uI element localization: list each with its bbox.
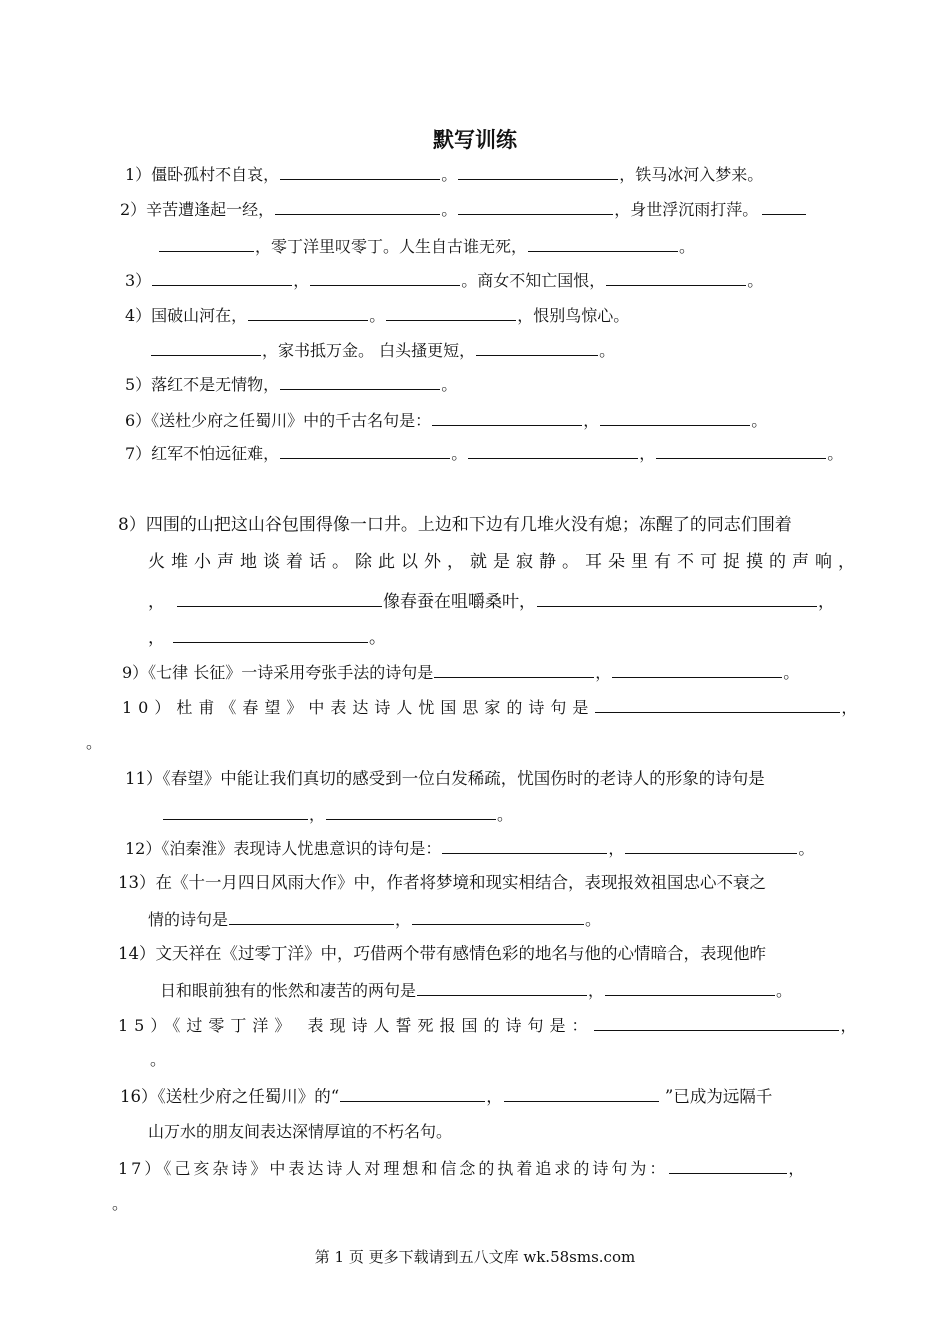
question-8-line-4 — [148, 627, 386, 648]
q16-blank-2[interactable] — [504, 1086, 659, 1102]
q4-blank-4[interactable] — [476, 340, 598, 356]
q7-blank-3[interactable] — [656, 443, 826, 459]
q4-text: 4）国破山河在， — [125, 306, 248, 325]
q5-text: 5）落红不是无情物， — [125, 375, 280, 394]
q1-text: 1）僵卧孤村不自哀， — [125, 165, 280, 184]
q3-punct: ， — [293, 271, 310, 290]
q4-blank-3[interactable] — [151, 340, 261, 356]
question-13 — [118, 873, 766, 893]
q7-punct: 。 — [451, 444, 468, 463]
question-15-cont — [150, 1050, 166, 1070]
q17-text: 17）《己亥杂诗》中表达诗人对理想和信念的执着追求的诗句为： — [118, 1159, 669, 1178]
question-6 — [125, 410, 767, 431]
q8-end: 。 — [369, 628, 386, 648]
q4-punct: 。 — [369, 306, 386, 325]
question-8-line-3 — [148, 591, 835, 612]
q11-punct: ， — [309, 805, 326, 824]
question-1 — [125, 164, 763, 185]
q8-blank-1[interactable] — [177, 591, 382, 607]
q15-punct: ， — [840, 1016, 863, 1035]
question-16-cont — [148, 1122, 452, 1142]
question-3 — [125, 270, 763, 291]
q9-text: 9）《七律 长征》一诗采用夸张手法的诗句是 — [122, 663, 434, 682]
q6-text: 6）《送杜少府之任蜀川》中的千古名句是： — [125, 411, 432, 430]
q13-blank-1[interactable] — [229, 909, 394, 925]
question-11-cont — [162, 804, 513, 825]
question-14-cont — [160, 980, 792, 1001]
q2-blank-4[interactable] — [528, 236, 678, 252]
question-13-cont — [148, 909, 601, 930]
q11-blank-2[interactable] — [326, 804, 496, 820]
q7-end: 。 — [827, 444, 844, 463]
question-15 — [118, 1015, 862, 1036]
q2-blank-1[interactable] — [275, 199, 440, 215]
q9-blank-2[interactable] — [612, 662, 782, 678]
q8-text-2: 火堆小声地谈着话。除此以外，就是寂静。耳朵里有不可捉摸的声响， — [148, 552, 861, 572]
q15-blank-1[interactable] — [594, 1015, 839, 1031]
q8-blank-2[interactable] — [537, 591, 817, 607]
q17-end: 。 — [112, 1194, 129, 1213]
q12-blank-1[interactable] — [442, 838, 607, 854]
q11-end: 。 — [497, 805, 514, 824]
q4-text-2: ，家书抵万金。 白头搔更短， — [262, 341, 476, 360]
question-17-cont — [112, 1194, 128, 1214]
question-14 — [118, 944, 766, 964]
q8-text-1: 8）四围的山把这山谷包围得像一口井。上边和下边有几堆火没有熄；冻醒了的同志们围着 — [118, 515, 792, 535]
q16-text-2: 山万水的朋友间表达深情厚谊的不朽名句。 — [148, 1122, 453, 1141]
q3-text: 。商女不知亡国恨， — [461, 271, 606, 290]
q16-text-end: ”已成为远隔千 — [659, 1087, 773, 1106]
q14-blank-1[interactable] — [417, 980, 587, 996]
q10-blank-1[interactable] — [595, 697, 840, 713]
q3-blank-2[interactable] — [310, 270, 460, 286]
q11-blank-1[interactable] — [163, 804, 308, 820]
question-12 — [125, 838, 814, 859]
q2-blank-3b[interactable] — [159, 236, 254, 252]
q7-blank-1[interactable] — [280, 443, 450, 459]
q13-blank-2[interactable] — [412, 909, 584, 925]
q8-punct-3: ， — [148, 628, 165, 648]
q5-end: 。 — [441, 375, 458, 394]
q12-punct: ， — [608, 839, 625, 858]
q2-text-mid: ，身世浮沉雨打萍。 — [614, 200, 759, 219]
q3-end: 。 — [747, 271, 764, 290]
q14-punct: ， — [588, 981, 605, 1000]
q15-end: 。 — [150, 1050, 167, 1069]
q4-text-end: ，恨别鸟惊心。 — [517, 306, 630, 325]
q6-blank-1[interactable] — [432, 410, 582, 426]
q14-end: 。 — [776, 981, 793, 1000]
question-16 — [120, 1086, 772, 1107]
q14-text-2: 日和眼前独有的怅然和凄苦的两句是 — [160, 981, 417, 1000]
page-title: 默写训练 — [433, 128, 517, 152]
q8-blank-3[interactable] — [173, 627, 368, 643]
q3-blank-1[interactable] — [152, 270, 292, 286]
q13-text-2: 情的诗句是 — [148, 910, 229, 929]
q6-end: 。 — [751, 411, 768, 430]
q13-text: 13）在《十一月四日风雨大作》中，作者将梦境和现实相结合，表现报效祖国忠心不衰之 — [118, 873, 766, 892]
q17-blank-1[interactable] — [669, 1158, 787, 1174]
q2-blank-3a[interactable] — [762, 199, 806, 215]
q13-punct: ， — [395, 910, 412, 929]
question-7 — [125, 443, 843, 464]
q17-punct: ， — [788, 1159, 808, 1178]
q7-text: 7）红军不怕远征难， — [125, 444, 280, 463]
q1-blank-1[interactable] — [280, 164, 440, 180]
q8-punct-2: ， — [818, 592, 835, 612]
q10-punct: ， — [841, 698, 864, 717]
q2-punct: 。 — [441, 200, 458, 219]
q9-punct: ， — [595, 663, 612, 682]
question-4 — [125, 305, 629, 326]
q10-end: 。 — [86, 733, 103, 752]
question-2-cont — [158, 236, 695, 257]
q13-end: 。 — [585, 910, 602, 929]
q7-blank-2[interactable] — [468, 443, 638, 459]
q1-blank-2[interactable] — [458, 164, 618, 180]
question-9 — [122, 662, 799, 683]
question-4-cont — [150, 340, 615, 361]
q14-blank-2[interactable] — [605, 980, 775, 996]
page-footer: 第 1 页 更多下载请到五八文库 wk.58sms.com — [314, 1248, 636, 1266]
q2-text: 2）辛苦遭逢起一经， — [120, 200, 275, 219]
q6-punct: ， — [583, 411, 600, 430]
q7-punct-2: ， — [639, 444, 656, 463]
q8-punct-1: ， — [148, 592, 165, 612]
question-17 — [118, 1158, 807, 1179]
q3-blank-3[interactable] — [606, 270, 746, 286]
q14-text: 14）文天祥在《过零丁洋》中，巧借两个带有感情色彩的地名与他的心情暗合，表现他昨 — [118, 944, 766, 963]
q5-blank-1[interactable] — [280, 374, 440, 390]
q16-punct: ， — [486, 1087, 503, 1106]
question-11 — [125, 769, 765, 789]
question-2 — [120, 199, 807, 220]
question-10 — [122, 697, 863, 718]
q1-punct: 。 — [441, 165, 458, 184]
q4-blank-1[interactable] — [248, 305, 368, 321]
question-8 — [118, 515, 792, 535]
q2-blank-2[interactable] — [458, 199, 613, 215]
q12-blank-2[interactable] — [625, 838, 797, 854]
q12-end: 。 — [798, 839, 815, 858]
q6-blank-2[interactable] — [600, 410, 750, 426]
q16-blank-1[interactable] — [340, 1086, 485, 1102]
q8-text-3: 像春蚕在咀嚼桑叶， — [383, 592, 536, 612]
q12-text: 12）《泊秦淮》表现诗人忧患意识的诗句是： — [125, 839, 442, 858]
q3-num: 3） — [125, 271, 152, 290]
q2-end: 。 — [679, 237, 696, 256]
q9-blank-1[interactable] — [434, 662, 594, 678]
q1-text-end: ，铁马冰河入梦来。 — [619, 165, 764, 184]
q10-text: 10）杜甫《春望》中表达诗人忧国思家的诗句是 — [122, 698, 595, 717]
q2-text-2: ，零丁洋里叹零丁。人生自古谁无死， — [255, 237, 528, 256]
q9-end: 。 — [783, 663, 800, 682]
q16-text: 16）《送杜少府之任蜀川》的“ — [120, 1087, 340, 1106]
q11-text: 11）《春望》中能让我们真切的感受到一位白发稀疏，忧国伤时的老诗人的形象的诗句是 — [125, 769, 765, 788]
question-8-line-2 — [148, 552, 861, 572]
q4-end: 。 — [599, 341, 616, 360]
question-5 — [125, 374, 457, 395]
q15-text: 15）《过零丁洋》 表现诗人誓死报国的诗句是： — [118, 1016, 594, 1035]
q4-blank-2[interactable] — [386, 305, 516, 321]
question-10-cont — [86, 733, 102, 753]
